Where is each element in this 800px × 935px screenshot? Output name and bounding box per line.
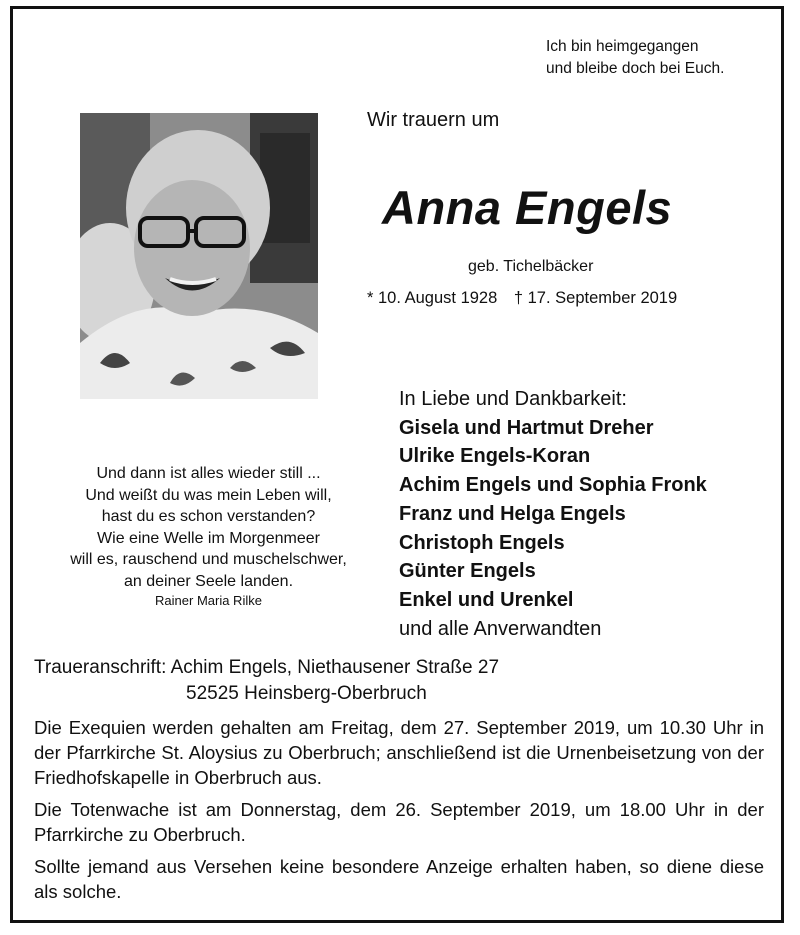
poem — [30, 463, 387, 610]
death-date: † 17. September 2019 — [513, 289, 678, 307]
portrait-photo — [80, 113, 318, 399]
family-member: Christoph Engels — [399, 531, 565, 554]
birth-date: * 10. August 1928 — [367, 289, 498, 307]
birth-name: geb. Tichelbäcker — [468, 258, 594, 275]
life-dates — [367, 289, 689, 308]
mourning-intro: Wir trauern um — [367, 109, 500, 131]
family-intro: In Liebe und Dankbarkeit: — [399, 388, 627, 410]
poem-author: Rainer Maria Rilke — [155, 593, 262, 608]
motto — [546, 36, 724, 80]
poem-line: will es, rauschend und muschelschwer, — [70, 551, 347, 568]
poem-line: hast du es schon verstanden? — [101, 508, 316, 525]
family-list — [399, 385, 707, 643]
poem-line: Und weißt du was mein Leben will, — [85, 486, 332, 504]
motto-line: Ich bin heimgegangen — [546, 38, 699, 55]
family-outro: und alle Anverwandten — [399, 617, 602, 640]
poem-line: an deiner Seele landen. — [123, 572, 294, 590]
address-line: 52525 Heinsberg-Oberbruch — [186, 683, 427, 704]
wake-info-paragraph: Die Totenwache ist am Donnerstag, dem 26. September 2019, um 18.00 Uhr in der Pfarrkirche zu Oberbruch. — [34, 799, 764, 845]
address-line: Traueranschrift: Achim Engels, Niethausener Straße 27 — [34, 657, 500, 678]
family-member: Enkel und Urenkel — [399, 588, 574, 611]
poem-line: Und dann ist alles wieder still ... — [96, 465, 321, 482]
notice-disclaimer-paragraph: Sollte jemand aus Versehen keine besondere Anzeige erhalten haben, so diene diese als solche. — [34, 856, 764, 902]
family-member: Ulrike Engels-Koran — [399, 445, 591, 468]
motto-line: und bleibe doch bei Euch. — [546, 60, 725, 77]
family-member: Günter Engels — [399, 560, 536, 583]
family-member: Franz und Helga Engels — [399, 502, 626, 525]
deceased-name: Anna Engels — [382, 181, 673, 234]
family-member: Achim Engels und Sophia Fronk — [399, 474, 707, 497]
mourning-address — [34, 655, 499, 707]
funeral-info-paragraph: Die Exequien werden gehalten am Freitag, dem 27. September 2019, um 10.30 Uhr in der Pfarrkirche St. Aloysius zu Oberbruch; anschließend ist die Urnenbeisetzung von der Friedhofskapelle in Oberbruch aus. — [34, 717, 764, 788]
family-member: Gisela und Hartmut Dreher — [399, 416, 654, 439]
poem-line: Wie eine Welle im Morgenmeer — [97, 529, 320, 547]
